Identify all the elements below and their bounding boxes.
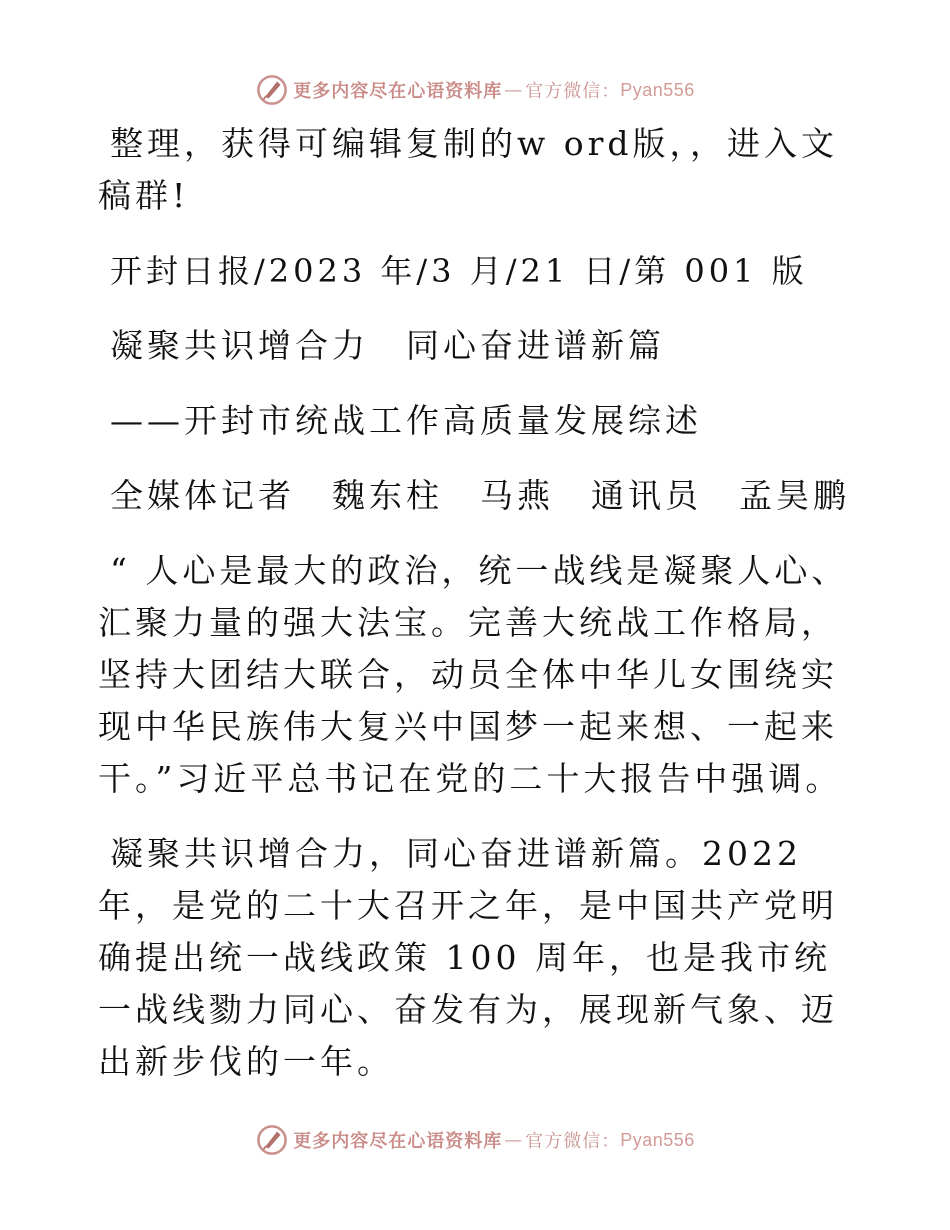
banner-wechat-id: Pyan556: [620, 79, 695, 100]
body-paragraph-2: 凝聚共识增合力，同心奋进谱新篇。2022 年，是党的二十大召开之年，是中国共产党明确提出统一战线政策 100 周年，也是我市统一战线勠力同心、奋发有为，展现新气象、迈出新步伐的一年。: [98, 834, 838, 1081]
document-body: [98, 118, 858, 1111]
footer-watermark-banner: [0, 1120, 950, 1160]
dateline: 开封日报/2023 年/3 月/21 日/第 001 版: [110, 252, 808, 290]
article-subtitle: ——开封市统战工作高质量发展综述: [110, 401, 702, 440]
banner-brand-text: 更多内容尽在心语资料库: [293, 1131, 503, 1152]
intro-note: 整理，获得可编辑复制的w ord版，，进入文稿群!: [98, 124, 839, 215]
header-watermark-banner: [0, 70, 950, 110]
article-title: 凝聚共识增合力 同心奋进谱新篇: [110, 326, 665, 365]
byline: 全媒体记者 魏东柱 马燕 通讯员 孟昊鹏: [110, 476, 850, 515]
banner-wechat-id: Pyan556: [620, 1129, 695, 1150]
quill-pen-logo-icon: [255, 1123, 289, 1157]
banner-brand-text: 更多内容尽在心语资料库: [293, 81, 503, 102]
body-paragraph-1: “ 人心是最大的政治，统一战线是凝聚人心、汇聚力量的强大法宝。完善大统战工作格局，坚持大团结大联合，动员全体中华儿女围绕实现中华民族伟大复兴中国梦一起来想、一起来干。”习近平总书记在党的二十大报告中强调。: [98, 551, 849, 798]
banner-official-label: 官方微信：: [525, 81, 621, 102]
banner-separator: —: [504, 1129, 524, 1151]
banner-separator: —: [504, 79, 524, 101]
banner-official-label: 官方微信：: [525, 1131, 621, 1152]
quill-pen-logo-icon: [255, 73, 289, 107]
